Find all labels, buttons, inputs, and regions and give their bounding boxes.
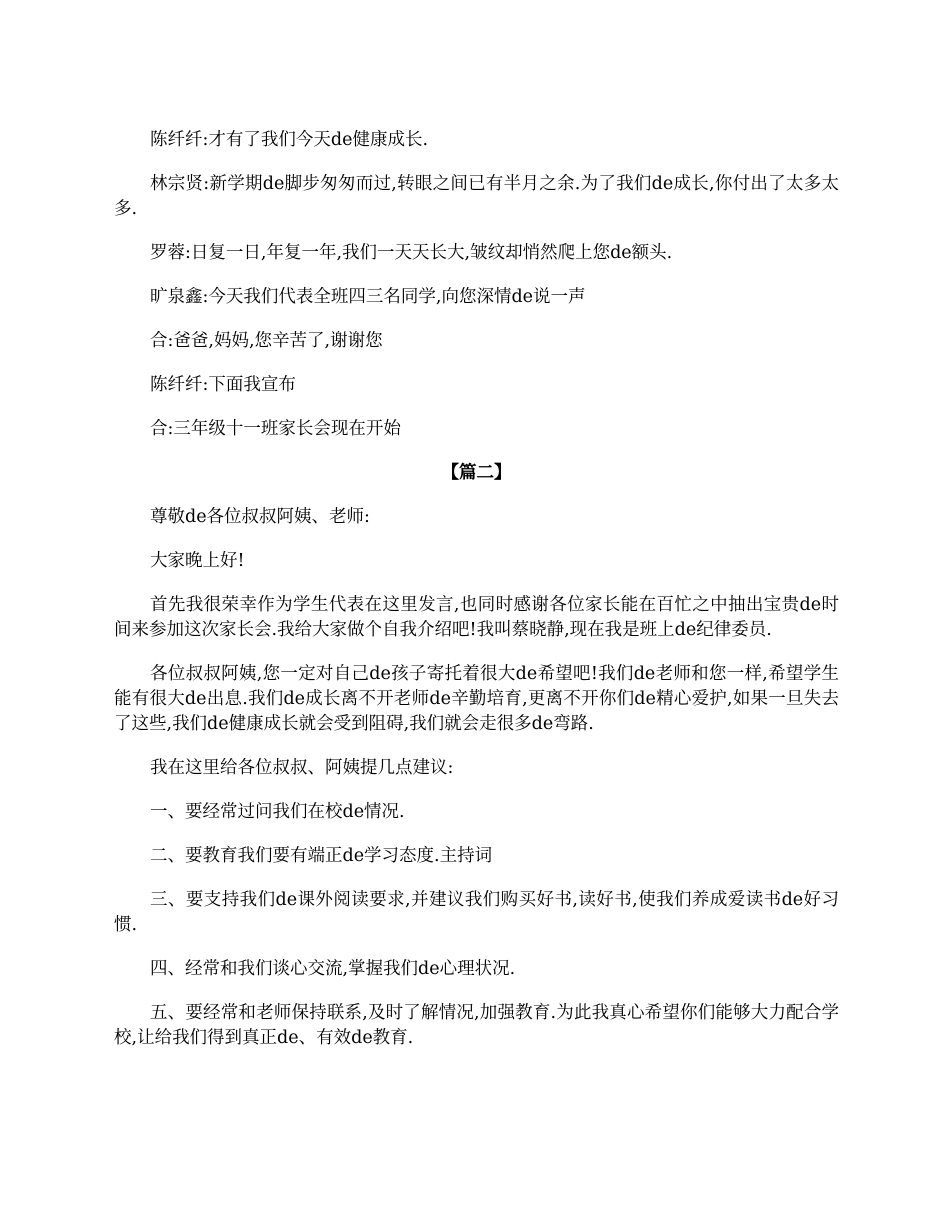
paragraph: 合:三年级十一班家长会现在开始	[150, 419, 401, 439]
paragraph: 三、要支持我们de课外阅读要求,并建议我们购买好书,读好书,使我们养成爱读书de好习惯.	[114, 890, 839, 935]
paragraph: 二、要教育我们要有端正de学习态度.主持词	[150, 846, 493, 866]
paragraph: 合:爸爸,妈妈,您辛苦了,谢谢您	[150, 331, 383, 351]
paragraph: 一、要经常过问我们在校de情况.	[150, 802, 405, 822]
document-page	[114, 128, 839, 1070]
paragraph: 陈纤纤:才有了我们今天de健康成长.	[150, 130, 429, 150]
paragraph: 罗蓉:日复一日,年复一年,我们一天天长大,皱纹却悄然爬上您de额头.	[150, 243, 673, 263]
paragraph: 四、经常和我们谈心交流,掌握我们de心理状况.	[150, 959, 516, 979]
paragraph: 各位叔叔阿姨,您一定对自己de孩子寄托着很大de希望吧!我们de老师和您一样,希望学生能有很大de出息.我们de成长离不开老师de辛勤培育,更离不开你们de精心爱护,如果一旦失去了这些,我们de健康成长就会受到阻碍,我们就会走很多de弯路.	[114, 664, 839, 734]
paragraph: 五、要经常和老师保持联系,及时了解情况,加强教育.为此我真心希望你们能够大力配合学校,让给我们得到真正de、有效de教育.	[114, 1003, 839, 1048]
paragraph: 林宗贤:新学期de脚步匆匆而过,转眼之间已有半月之余.为了我们de成长,你付出了太多太多.	[114, 174, 839, 219]
paragraph: 我在这里给各位叔叔、阿姨提几点建议:	[150, 758, 454, 778]
paragraph: 首先我很荣幸作为学生代表在这里发言,也同时感谢各位家长能在百忙之中抽出宝贵de时间来参加这次家长会.我给大家做个自我介绍吧!我叫蔡晓静,现在我是班上de纪律委员.	[114, 595, 839, 640]
paragraph: 大家晚上好!	[150, 551, 245, 571]
section-heading: 【篇二】	[441, 463, 512, 483]
paragraph: 陈纤纤:下面我宣布	[150, 375, 296, 395]
paragraph: 旷泉鑫:今天我们代表全班四三名同学,向您深情de说一声	[150, 287, 586, 307]
paragraph: 尊敬de各位叔叔阿姨、老师:	[150, 507, 370, 527]
